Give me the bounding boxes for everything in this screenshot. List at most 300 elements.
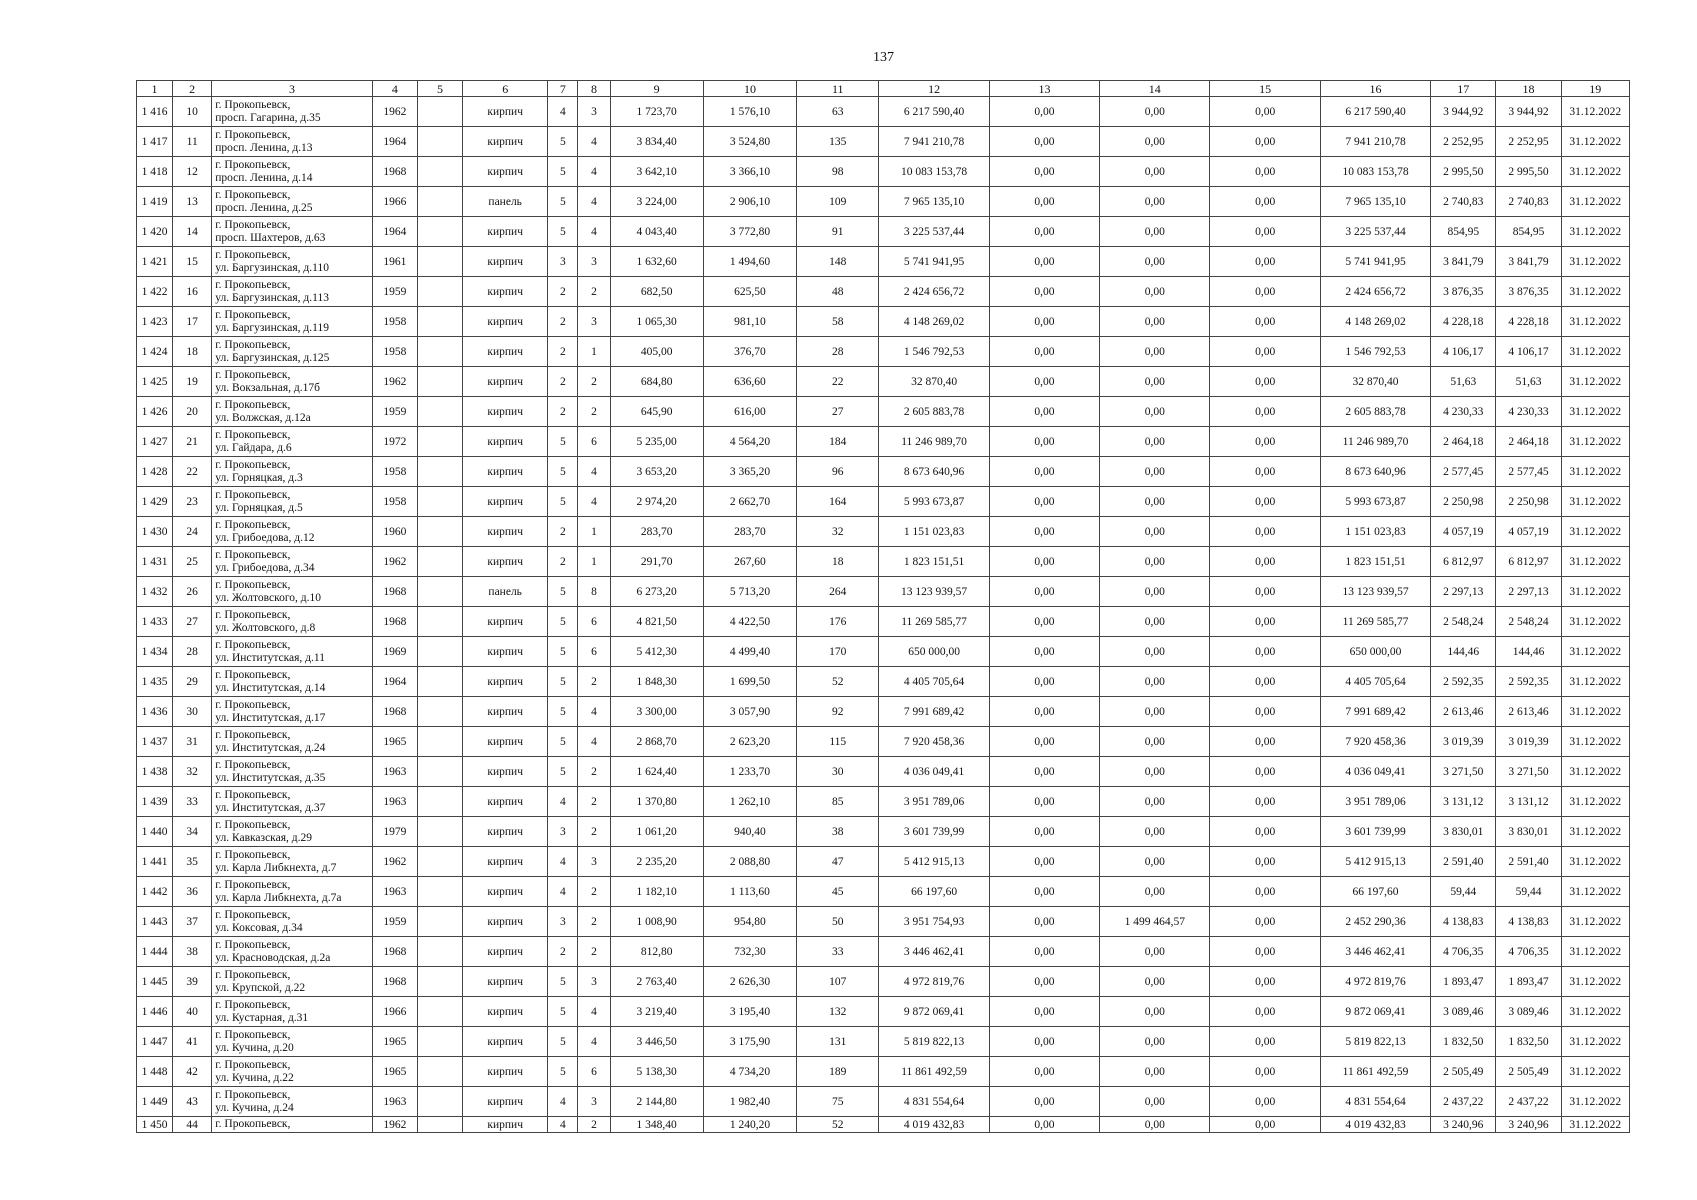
cell-year-built: 1959	[372, 397, 417, 427]
cell-address	[212, 457, 373, 487]
cell-living-area: 376,70	[703, 337, 796, 367]
cell-cost-16: 4 831 554,64	[1320, 1087, 1430, 1117]
cell-unit-cost-18: 59,44	[1496, 877, 1561, 907]
cell-cost-15: 0,00	[1210, 337, 1320, 367]
cell-unit-cost-18: 2 613,46	[1496, 697, 1561, 727]
cell-column-5	[417, 427, 462, 457]
cell-unit-cost-18: 2 505,49	[1496, 1057, 1561, 1087]
cell-cost-16: 11 861 492,59	[1320, 1057, 1430, 1087]
cell-year-built: 1966	[372, 187, 417, 217]
cell-cost-13: 0,00	[989, 547, 1099, 577]
cell-total-cost: 4 148 269,02	[879, 307, 989, 337]
cell-item-index: 28	[173, 637, 212, 667]
cell-year-built: 1968	[372, 577, 417, 607]
cell-column-5	[417, 757, 462, 787]
cell-unit-cost-17: 2 548,24	[1431, 607, 1496, 637]
cell-cost-14: 0,00	[1100, 187, 1210, 217]
cell-total-area: 3 446,50	[610, 1027, 703, 1057]
cell-cost-15: 0,00	[1210, 577, 1320, 607]
address-city: г. Прокопьевск,	[215, 608, 291, 621]
cell-wall-material: панель	[463, 187, 548, 217]
cell-row-number: 1 430	[137, 517, 173, 547]
cell-cost-15: 0,00	[1210, 277, 1320, 307]
page-number: 137	[873, 50, 894, 65]
address-street: ул. Кучина, д.24	[215, 1101, 294, 1114]
cell-item-index: 24	[173, 517, 212, 547]
cell-total-cost: 650 000,00	[879, 637, 989, 667]
cell-year-built: 1964	[372, 667, 417, 697]
cell-cost-14: 0,00	[1100, 397, 1210, 427]
cell-residents: 91	[797, 217, 879, 247]
cell-cost-13: 0,00	[989, 187, 1099, 217]
cell-row-number: 1 436	[137, 697, 173, 727]
cell-entrances: 4	[578, 187, 610, 217]
cell-unit-cost-17: 2 613,46	[1431, 697, 1496, 727]
cell-row-number: 1 426	[137, 397, 173, 427]
cell-cost-13: 0,00	[989, 457, 1099, 487]
cell-year-built: 1962	[372, 847, 417, 877]
cell-item-index: 37	[173, 907, 212, 937]
cell-column-5	[417, 1087, 462, 1117]
cell-living-area: 1 113,60	[703, 877, 796, 907]
cell-row-number: 1 423	[137, 307, 173, 337]
cell-total-area: 1 632,60	[610, 247, 703, 277]
cell-wall-material: кирпич	[463, 397, 548, 427]
cell-row-number: 1 440	[137, 817, 173, 847]
cell-living-area: 981,10	[703, 307, 796, 337]
table-row	[137, 487, 1630, 517]
cell-floors: 2	[548, 517, 578, 547]
address-city: г. Прокопьевск,	[215, 998, 291, 1011]
cell-living-area: 4 422,50	[703, 607, 796, 637]
address-street: ул. Волжская, д.12а	[215, 411, 311, 424]
address-street: просп. Ленина, д.13	[215, 141, 313, 154]
cell-cost-13: 0,00	[989, 607, 1099, 637]
cell-item-index: 18	[173, 337, 212, 367]
cell-deadline: 31.12.2022	[1561, 247, 1629, 277]
cell-column-5	[417, 847, 462, 877]
address-street: ул. Карла Либкнехта, д.7	[215, 861, 337, 874]
cell-cost-15: 0,00	[1210, 397, 1320, 427]
cell-unit-cost-18: 3 019,39	[1496, 727, 1561, 757]
column-header-7: 7	[548, 81, 578, 97]
cell-wall-material: кирпич	[463, 967, 548, 997]
cell-total-area: 3 834,40	[610, 127, 703, 157]
cell-total-area: 283,70	[610, 517, 703, 547]
cell-item-index: 41	[173, 1027, 212, 1057]
cell-residents: 148	[797, 247, 879, 277]
cell-wall-material: кирпич	[463, 547, 548, 577]
cell-cost-16: 7 920 458,36	[1320, 727, 1430, 757]
cell-cost-13: 0,00	[989, 427, 1099, 457]
cell-living-area: 267,60	[703, 547, 796, 577]
cell-deadline: 31.12.2022	[1561, 547, 1629, 577]
cell-year-built: 1972	[372, 427, 417, 457]
cell-total-area: 645,90	[610, 397, 703, 427]
cell-total-cost: 1 151 023,83	[879, 517, 989, 547]
cell-deadline: 31.12.2022	[1561, 607, 1629, 637]
table-row	[137, 547, 1630, 577]
cell-unit-cost-17: 2 252,95	[1431, 127, 1496, 157]
cell-floors: 5	[548, 607, 578, 637]
cell-cost-13: 0,00	[989, 637, 1099, 667]
cell-column-5	[417, 907, 462, 937]
cell-total-area: 5 412,30	[610, 637, 703, 667]
cell-cost-13: 0,00	[989, 277, 1099, 307]
cell-row-number: 1 448	[137, 1057, 173, 1087]
cell-item-index: 34	[173, 817, 212, 847]
cell-unit-cost-17: 3 019,39	[1431, 727, 1496, 757]
cell-wall-material: кирпич	[463, 1027, 548, 1057]
cell-cost-15: 0,00	[1210, 817, 1320, 847]
cell-unit-cost-17: 2 250,98	[1431, 487, 1496, 517]
cell-living-area: 3 175,90	[703, 1027, 796, 1057]
cell-cost-14: 0,00	[1100, 997, 1210, 1027]
cell-unit-cost-18: 854,95	[1496, 217, 1561, 247]
cell-deadline: 31.12.2022	[1561, 217, 1629, 247]
column-header-5: 5	[417, 81, 462, 97]
cell-cost-16: 4 405 705,64	[1320, 667, 1430, 697]
cell-year-built: 1958	[372, 337, 417, 367]
cell-total-area: 1 723,70	[610, 97, 703, 127]
cell-cost-16: 11 269 585,77	[1320, 607, 1430, 637]
cell-address	[212, 757, 373, 787]
cell-total-cost: 2 605 883,78	[879, 397, 989, 427]
cell-year-built: 1963	[372, 787, 417, 817]
cell-residents: 32	[797, 517, 879, 547]
cell-cost-14: 0,00	[1100, 367, 1210, 397]
cell-wall-material: кирпич	[463, 787, 548, 817]
cell-column-5	[417, 547, 462, 577]
cell-entrances: 1	[578, 517, 610, 547]
cell-total-cost: 5 993 673,87	[879, 487, 989, 517]
column-header-6: 6	[463, 81, 548, 97]
cell-deadline: 31.12.2022	[1561, 1057, 1629, 1087]
cell-residents: 176	[797, 607, 879, 637]
cell-deadline: 31.12.2022	[1561, 997, 1629, 1027]
cell-entrances: 4	[578, 457, 610, 487]
column-header-16: 16	[1320, 81, 1430, 97]
cell-entrances: 3	[578, 247, 610, 277]
cell-year-built: 1962	[372, 1117, 417, 1133]
cell-total-area: 684,80	[610, 367, 703, 397]
cell-row-number: 1 421	[137, 247, 173, 277]
address-city: г. Прокопьевск,	[215, 668, 291, 681]
cell-row-number: 1 419	[137, 187, 173, 217]
cell-column-5	[417, 787, 462, 817]
cell-cost-13: 0,00	[989, 667, 1099, 697]
cell-living-area: 3 772,80	[703, 217, 796, 247]
cell-item-index: 40	[173, 997, 212, 1027]
cell-wall-material: кирпич	[463, 937, 548, 967]
cell-unit-cost-17: 1 832,50	[1431, 1027, 1496, 1057]
cell-cost-15: 0,00	[1210, 487, 1320, 517]
cell-cost-16: 11 246 989,70	[1320, 427, 1430, 457]
cell-total-cost: 3 446 462,41	[879, 937, 989, 967]
cell-total-cost: 3 601 739,99	[879, 817, 989, 847]
cell-cost-13: 0,00	[989, 787, 1099, 817]
cell-entrances: 4	[578, 727, 610, 757]
cell-living-area: 940,40	[703, 817, 796, 847]
cell-residents: 170	[797, 637, 879, 667]
cell-unit-cost-17: 854,95	[1431, 217, 1496, 247]
cell-year-built: 1965	[372, 727, 417, 757]
cell-cost-16: 66 197,60	[1320, 877, 1430, 907]
column-header-4: 4	[372, 81, 417, 97]
cell-cost-13: 0,00	[989, 397, 1099, 427]
cell-residents: 27	[797, 397, 879, 427]
cell-row-number: 1 418	[137, 157, 173, 187]
cell-residents: 52	[797, 667, 879, 697]
address-city: г. Прокопьевск,	[215, 218, 291, 231]
cell-residents: 131	[797, 1027, 879, 1057]
address-city: г. Прокопьевск,	[215, 98, 291, 111]
column-header-13: 13	[989, 81, 1099, 97]
cell-floors: 3	[548, 247, 578, 277]
cell-entrances: 4	[578, 997, 610, 1027]
address-street: ул. Вокзальная, д.17б	[215, 381, 320, 394]
cell-unit-cost-18: 2 252,95	[1496, 127, 1561, 157]
cell-floors: 3	[548, 817, 578, 847]
cell-residents: 63	[797, 97, 879, 127]
cell-floors: 5	[548, 187, 578, 217]
cell-wall-material: кирпич	[463, 217, 548, 247]
cell-floors: 2	[548, 937, 578, 967]
cell-cost-16: 5 412 915,13	[1320, 847, 1430, 877]
cell-total-area: 4 043,40	[610, 217, 703, 247]
cell-row-number: 1 420	[137, 217, 173, 247]
cell-item-index: 23	[173, 487, 212, 517]
cell-cost-15: 0,00	[1210, 97, 1320, 127]
cell-item-index: 27	[173, 607, 212, 637]
cell-floors: 5	[548, 487, 578, 517]
table-row	[137, 907, 1630, 937]
cell-cost-14: 0,00	[1100, 757, 1210, 787]
cell-wall-material: кирпич	[463, 457, 548, 487]
cell-cost-13: 0,00	[989, 907, 1099, 937]
table-row	[137, 847, 1630, 877]
cell-column-5	[417, 157, 462, 187]
cell-row-number: 1 434	[137, 637, 173, 667]
cell-row-number: 1 435	[137, 667, 173, 697]
cell-total-cost: 7 965 135,10	[879, 187, 989, 217]
cell-living-area: 636,60	[703, 367, 796, 397]
cell-year-built: 1962	[372, 547, 417, 577]
cell-item-index: 11	[173, 127, 212, 157]
cell-cost-16: 2 424 656,72	[1320, 277, 1430, 307]
cell-cost-13: 0,00	[989, 217, 1099, 247]
cell-deadline: 31.12.2022	[1561, 1027, 1629, 1057]
cell-entrances: 2	[578, 367, 610, 397]
cell-unit-cost-17: 3 089,46	[1431, 997, 1496, 1027]
cell-cost-16: 7 991 689,42	[1320, 697, 1430, 727]
cell-address	[212, 1057, 373, 1087]
cell-total-cost: 3 951 754,93	[879, 907, 989, 937]
cell-address	[212, 127, 373, 157]
cell-unit-cost-17: 3 830,01	[1431, 817, 1496, 847]
address-city: г. Прокопьевск,	[215, 728, 291, 741]
cell-floors: 5	[548, 697, 578, 727]
cell-entrances: 4	[578, 487, 610, 517]
cell-row-number: 1 446	[137, 997, 173, 1027]
cell-cost-15: 0,00	[1210, 997, 1320, 1027]
cell-wall-material: кирпич	[463, 1057, 548, 1087]
cell-column-5	[417, 307, 462, 337]
cell-row-number: 1 424	[137, 337, 173, 367]
cell-floors: 5	[548, 1057, 578, 1087]
cell-column-5	[417, 997, 462, 1027]
cell-residents: 75	[797, 1087, 879, 1117]
cell-year-built: 1958	[372, 307, 417, 337]
cell-year-built: 1963	[372, 757, 417, 787]
cell-unit-cost-18: 2 577,45	[1496, 457, 1561, 487]
cell-living-area: 3 524,80	[703, 127, 796, 157]
cell-unit-cost-18: 2 548,24	[1496, 607, 1561, 637]
cell-deadline: 31.12.2022	[1561, 967, 1629, 997]
cell-wall-material: кирпич	[463, 127, 548, 157]
cell-living-area: 1 494,60	[703, 247, 796, 277]
cell-row-number: 1 417	[137, 127, 173, 157]
address-street: ул. Институтская, д.14	[215, 681, 326, 694]
cell-floors: 2	[548, 547, 578, 577]
cell-item-index: 39	[173, 967, 212, 997]
cell-living-area: 1 240,20	[703, 1117, 796, 1133]
cell-unit-cost-18: 3 841,79	[1496, 247, 1561, 277]
cell-item-index: 33	[173, 787, 212, 817]
cell-address	[212, 487, 373, 517]
table-row	[137, 967, 1630, 997]
cell-cost-14: 0,00	[1100, 847, 1210, 877]
cell-unit-cost-18: 2 250,98	[1496, 487, 1561, 517]
cell-entrances: 3	[578, 847, 610, 877]
cell-cost-13: 0,00	[989, 487, 1099, 517]
table-row	[137, 997, 1630, 1027]
cell-cost-16: 13 123 939,57	[1320, 577, 1430, 607]
cell-cost-14: 0,00	[1100, 247, 1210, 277]
cell-row-number: 1 442	[137, 877, 173, 907]
cell-residents: 33	[797, 937, 879, 967]
cell-cost-15: 0,00	[1210, 547, 1320, 577]
cell-unit-cost-18: 2 995,50	[1496, 157, 1561, 187]
cell-unit-cost-17: 3 944,92	[1431, 97, 1496, 127]
address-street: ул. Горняцкая, д.5	[215, 501, 303, 514]
cell-column-5	[417, 337, 462, 367]
cell-cost-16: 5 819 822,13	[1320, 1027, 1430, 1057]
cell-unit-cost-18: 3 944,92	[1496, 97, 1561, 127]
cell-living-area: 616,00	[703, 397, 796, 427]
cell-year-built: 1964	[372, 127, 417, 157]
cell-address	[212, 547, 373, 577]
cell-deadline: 31.12.2022	[1561, 787, 1629, 817]
cell-residents: 189	[797, 1057, 879, 1087]
cell-living-area: 2 662,70	[703, 487, 796, 517]
address-city: г. Прокопьевск,	[215, 338, 291, 351]
cell-entrances: 2	[578, 907, 610, 937]
cell-residents: 98	[797, 157, 879, 187]
cell-total-area: 5 235,00	[610, 427, 703, 457]
cell-item-index: 21	[173, 427, 212, 457]
cell-column-5	[417, 697, 462, 727]
address-street: ул. Гайдара, д.6	[215, 441, 292, 454]
table-row	[137, 367, 1630, 397]
cell-entrances: 2	[578, 1117, 610, 1133]
cell-column-5	[417, 397, 462, 427]
cell-total-area: 3 653,20	[610, 457, 703, 487]
cell-residents: 18	[797, 547, 879, 577]
cell-cost-16: 1 151 023,83	[1320, 517, 1430, 547]
cell-wall-material: кирпич	[463, 877, 548, 907]
cell-living-area: 1 699,50	[703, 667, 796, 697]
cell-wall-material: кирпич	[463, 997, 548, 1027]
cell-cost-13: 0,00	[989, 517, 1099, 547]
cell-column-5	[417, 487, 462, 517]
column-header-9: 9	[610, 81, 703, 97]
cell-item-index: 38	[173, 937, 212, 967]
cell-cost-16: 3 225 537,44	[1320, 217, 1430, 247]
cell-floors: 5	[548, 1027, 578, 1057]
cell-living-area: 4 564,20	[703, 427, 796, 457]
cell-year-built: 1963	[372, 1087, 417, 1117]
cell-total-cost: 3 225 537,44	[879, 217, 989, 247]
cell-entrances: 2	[578, 877, 610, 907]
cell-total-cost: 7 941 210,78	[879, 127, 989, 157]
cell-item-index: 12	[173, 157, 212, 187]
cell-floors: 4	[548, 847, 578, 877]
cell-entrances: 6	[578, 1057, 610, 1087]
cell-cost-14: 0,00	[1100, 787, 1210, 817]
cell-item-index: 22	[173, 457, 212, 487]
cell-cost-13: 0,00	[989, 337, 1099, 367]
cell-wall-material: панель	[463, 577, 548, 607]
address-city: г. Прокопьевск,	[215, 428, 291, 441]
cell-deadline: 31.12.2022	[1561, 847, 1629, 877]
cell-column-5	[417, 277, 462, 307]
cell-item-index: 30	[173, 697, 212, 727]
cell-entrances: 3	[578, 307, 610, 337]
cell-floors: 5	[548, 997, 578, 1027]
cell-residents: 85	[797, 787, 879, 817]
cell-total-cost: 7 920 458,36	[879, 727, 989, 757]
cell-deadline: 31.12.2022	[1561, 937, 1629, 967]
cell-entrances: 2	[578, 787, 610, 817]
table-row	[137, 307, 1630, 337]
cell-address	[212, 637, 373, 667]
cell-wall-material: кирпич	[463, 607, 548, 637]
cell-item-index: 10	[173, 97, 212, 127]
cell-wall-material: кирпич	[463, 757, 548, 787]
cell-year-built: 1958	[372, 457, 417, 487]
cell-total-cost: 5 741 941,95	[879, 247, 989, 277]
cell-living-area: 732,30	[703, 937, 796, 967]
table-row	[137, 1087, 1630, 1117]
cell-cost-14: 0,00	[1100, 1117, 1210, 1133]
table-row	[137, 1117, 1630, 1133]
cell-total-area: 3 219,40	[610, 997, 703, 1027]
address-city: г. Прокопьевск,	[215, 398, 291, 411]
cell-floors: 4	[548, 97, 578, 127]
table-row	[137, 637, 1630, 667]
table-body	[137, 97, 1630, 1133]
cell-address	[212, 307, 373, 337]
cell-unit-cost-17: 2 464,18	[1431, 427, 1496, 457]
cell-cost-15: 0,00	[1210, 367, 1320, 397]
cell-wall-material: кирпич	[463, 1087, 548, 1117]
cell-cost-14: 0,00	[1100, 517, 1210, 547]
cell-deadline: 31.12.2022	[1561, 577, 1629, 607]
cell-year-built: 1959	[372, 277, 417, 307]
cell-living-area: 2 906,10	[703, 187, 796, 217]
cell-floors: 2	[548, 367, 578, 397]
